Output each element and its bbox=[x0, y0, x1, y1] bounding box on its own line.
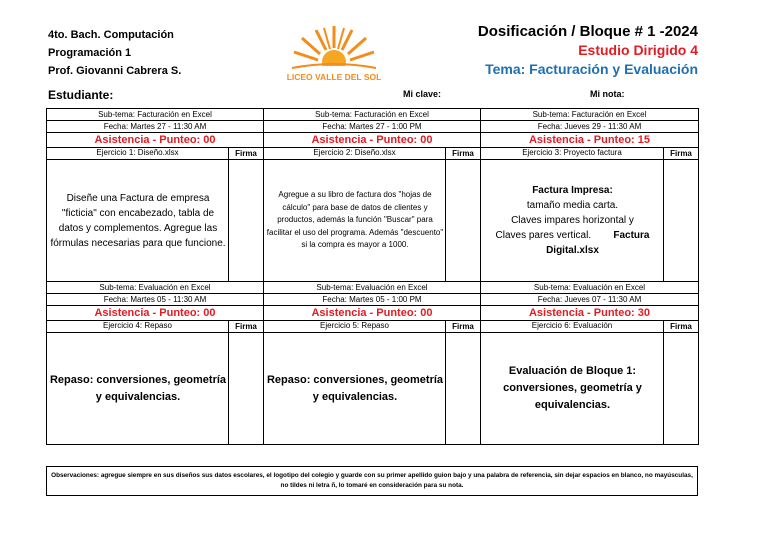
fecha-cell: Fecha: Martes 05 - 1:00 PM bbox=[264, 294, 481, 306]
firma-box bbox=[663, 333, 698, 444]
exercise-file: Digital.xlsx bbox=[546, 245, 599, 256]
observations-box bbox=[46, 466, 698, 496]
exercise-line: tamaño media carta. bbox=[526, 200, 619, 211]
asistencia-cell: Asistencia - Punteo: 00 bbox=[47, 133, 264, 148]
ejercicio-cell bbox=[47, 321, 264, 333]
header-right bbox=[478, 22, 698, 79]
subtema-cell: Sub-tema: Facturación en Excel bbox=[264, 109, 481, 121]
ejercicio-label: Ejercicio 2: Diseño.xlsx bbox=[313, 148, 396, 157]
clave-label: Mi clave: bbox=[403, 89, 442, 99]
exercise-body bbox=[47, 333, 264, 445]
ejercicio-cell bbox=[481, 321, 699, 333]
exercise-file: Factura bbox=[613, 230, 650, 241]
ejercicio-label: Ejercicio 6: Evaluación bbox=[531, 321, 613, 330]
firma-label: Firma bbox=[228, 321, 263, 332]
ejercicio-label: Ejercicio 1: Diseño.xlsx bbox=[96, 148, 179, 157]
fecha-cell: Fecha: Martes 05 - 11:30 AM bbox=[47, 294, 264, 306]
header-left bbox=[48, 26, 181, 80]
ejercicio-cell bbox=[481, 148, 699, 160]
exercise-text: Repaso: conversiones, geometría y equivalencias. bbox=[266, 373, 444, 403]
ejercicio-label: Ejercicio 4: Repaso bbox=[103, 321, 172, 330]
exercise-text: Diseñe una Factura de empresa "ficticia" con encabezado, tabla de datos y complementos. Agregue las fórmulas necesarias para que funcione. bbox=[50, 192, 226, 249]
firma-label: Firma bbox=[228, 148, 263, 159]
exercise-line: Claves pares vertical. bbox=[495, 230, 592, 241]
asistencia-cell: Asistencia - Punteo: 00 bbox=[47, 306, 264, 321]
logo-text: LICEO VALLE DEL SOL bbox=[286, 72, 382, 82]
exercise-text: Repaso: conversiones, geometría y equivalencias. bbox=[49, 373, 227, 403]
firma-box bbox=[445, 333, 480, 444]
doc-topic: Tema: Facturación y Evaluación bbox=[485, 61, 698, 77]
fecha-cell: Fecha: Jueves 29 - 11:30 AM bbox=[481, 121, 699, 133]
firma-label: Firma bbox=[445, 321, 480, 332]
asistencia-cell: Asistencia - Punteo: 00 bbox=[264, 306, 481, 321]
nota-label: Mi nota: bbox=[590, 89, 625, 99]
subtema-cell: Sub-tema: Evaluación en Excel bbox=[47, 282, 264, 294]
firma-box bbox=[663, 160, 698, 281]
exercise-text: Agregue a su libro de factura dos "hojas de cálculo" para base de datos de clientes y productos, además la función "Buscar" para facilitar el uso del programa. Además "descuento" si la compra es mayor a 1000. bbox=[266, 190, 444, 250]
firma-label: Firma bbox=[663, 321, 698, 332]
ejercicio-cell bbox=[264, 148, 481, 160]
subtema-cell: Sub-tema: Facturación en Excel bbox=[481, 109, 699, 121]
firma-box bbox=[228, 160, 263, 281]
observations-text: Observaciones: agregue siempre en sus diseños sus datos escolares, el logotipo del colegio y guarde con su primer apellido guion bajo y una palabra de referencia, sin dejar espacios en blanco, no mayúsculas, no tildes ni letra ñ, lo tomaré en consideración para su nota. bbox=[51, 472, 693, 489]
subject-label: Programación 1 bbox=[48, 47, 132, 59]
exercise-body bbox=[47, 160, 264, 282]
exercise-title: Factura Impresa: bbox=[532, 185, 613, 196]
asistencia-cell: Asistencia - Punteo: 15 bbox=[481, 133, 699, 148]
ejercicio-cell bbox=[264, 321, 481, 333]
exercise-body bbox=[481, 160, 699, 282]
firma-box bbox=[228, 333, 263, 444]
exercise-text: Evaluación de Bloque 1: conversiones, geometría y equivalencias. bbox=[503, 365, 642, 411]
ejercicio-cell bbox=[47, 148, 264, 160]
course-label: 4to. Bach. Computación bbox=[48, 29, 174, 41]
doc-title: Dosificación / Bloque # 1 -2024 bbox=[477, 23, 698, 40]
fecha-cell: Fecha: Martes 27 - 11:30 AM bbox=[47, 121, 264, 133]
subtema-cell: Sub-tema: Evaluación en Excel bbox=[264, 282, 481, 294]
exercise-line: Claves impares horizontal y bbox=[511, 215, 634, 226]
schedule-table bbox=[46, 108, 699, 445]
doc-subtitle: Estudio Dirigido 4 bbox=[578, 42, 698, 58]
student-row bbox=[48, 88, 700, 104]
school-logo bbox=[286, 24, 382, 86]
fecha-cell: Fecha: Martes 27 - 1:00 PM bbox=[264, 121, 481, 133]
ejercicio-label: Ejercicio 3: Proyecto factura bbox=[522, 148, 622, 157]
subtema-cell: Sub-tema: Facturación en Excel bbox=[47, 109, 264, 121]
student-label: Estudiante: bbox=[48, 88, 114, 102]
subtema-cell: Sub-tema: Evaluación en Excel bbox=[481, 282, 699, 294]
asistencia-cell: Asistencia - Punteo: 00 bbox=[264, 133, 481, 148]
ejercicio-label: Ejercicio 5: Repaso bbox=[320, 321, 389, 330]
exercise-body bbox=[481, 333, 699, 445]
firma-box bbox=[445, 160, 480, 281]
exercise-body bbox=[264, 160, 481, 282]
teacher-label: Prof. Giovanni Cabrera S. bbox=[48, 65, 182, 77]
exercise-body bbox=[264, 333, 481, 445]
firma-label: Firma bbox=[445, 148, 480, 159]
firma-label: Firma bbox=[663, 148, 698, 159]
asistencia-cell: Asistencia - Punteo: 30 bbox=[481, 306, 699, 321]
fecha-cell: Fecha: Jueves 07 - 11:30 AM bbox=[481, 294, 699, 306]
